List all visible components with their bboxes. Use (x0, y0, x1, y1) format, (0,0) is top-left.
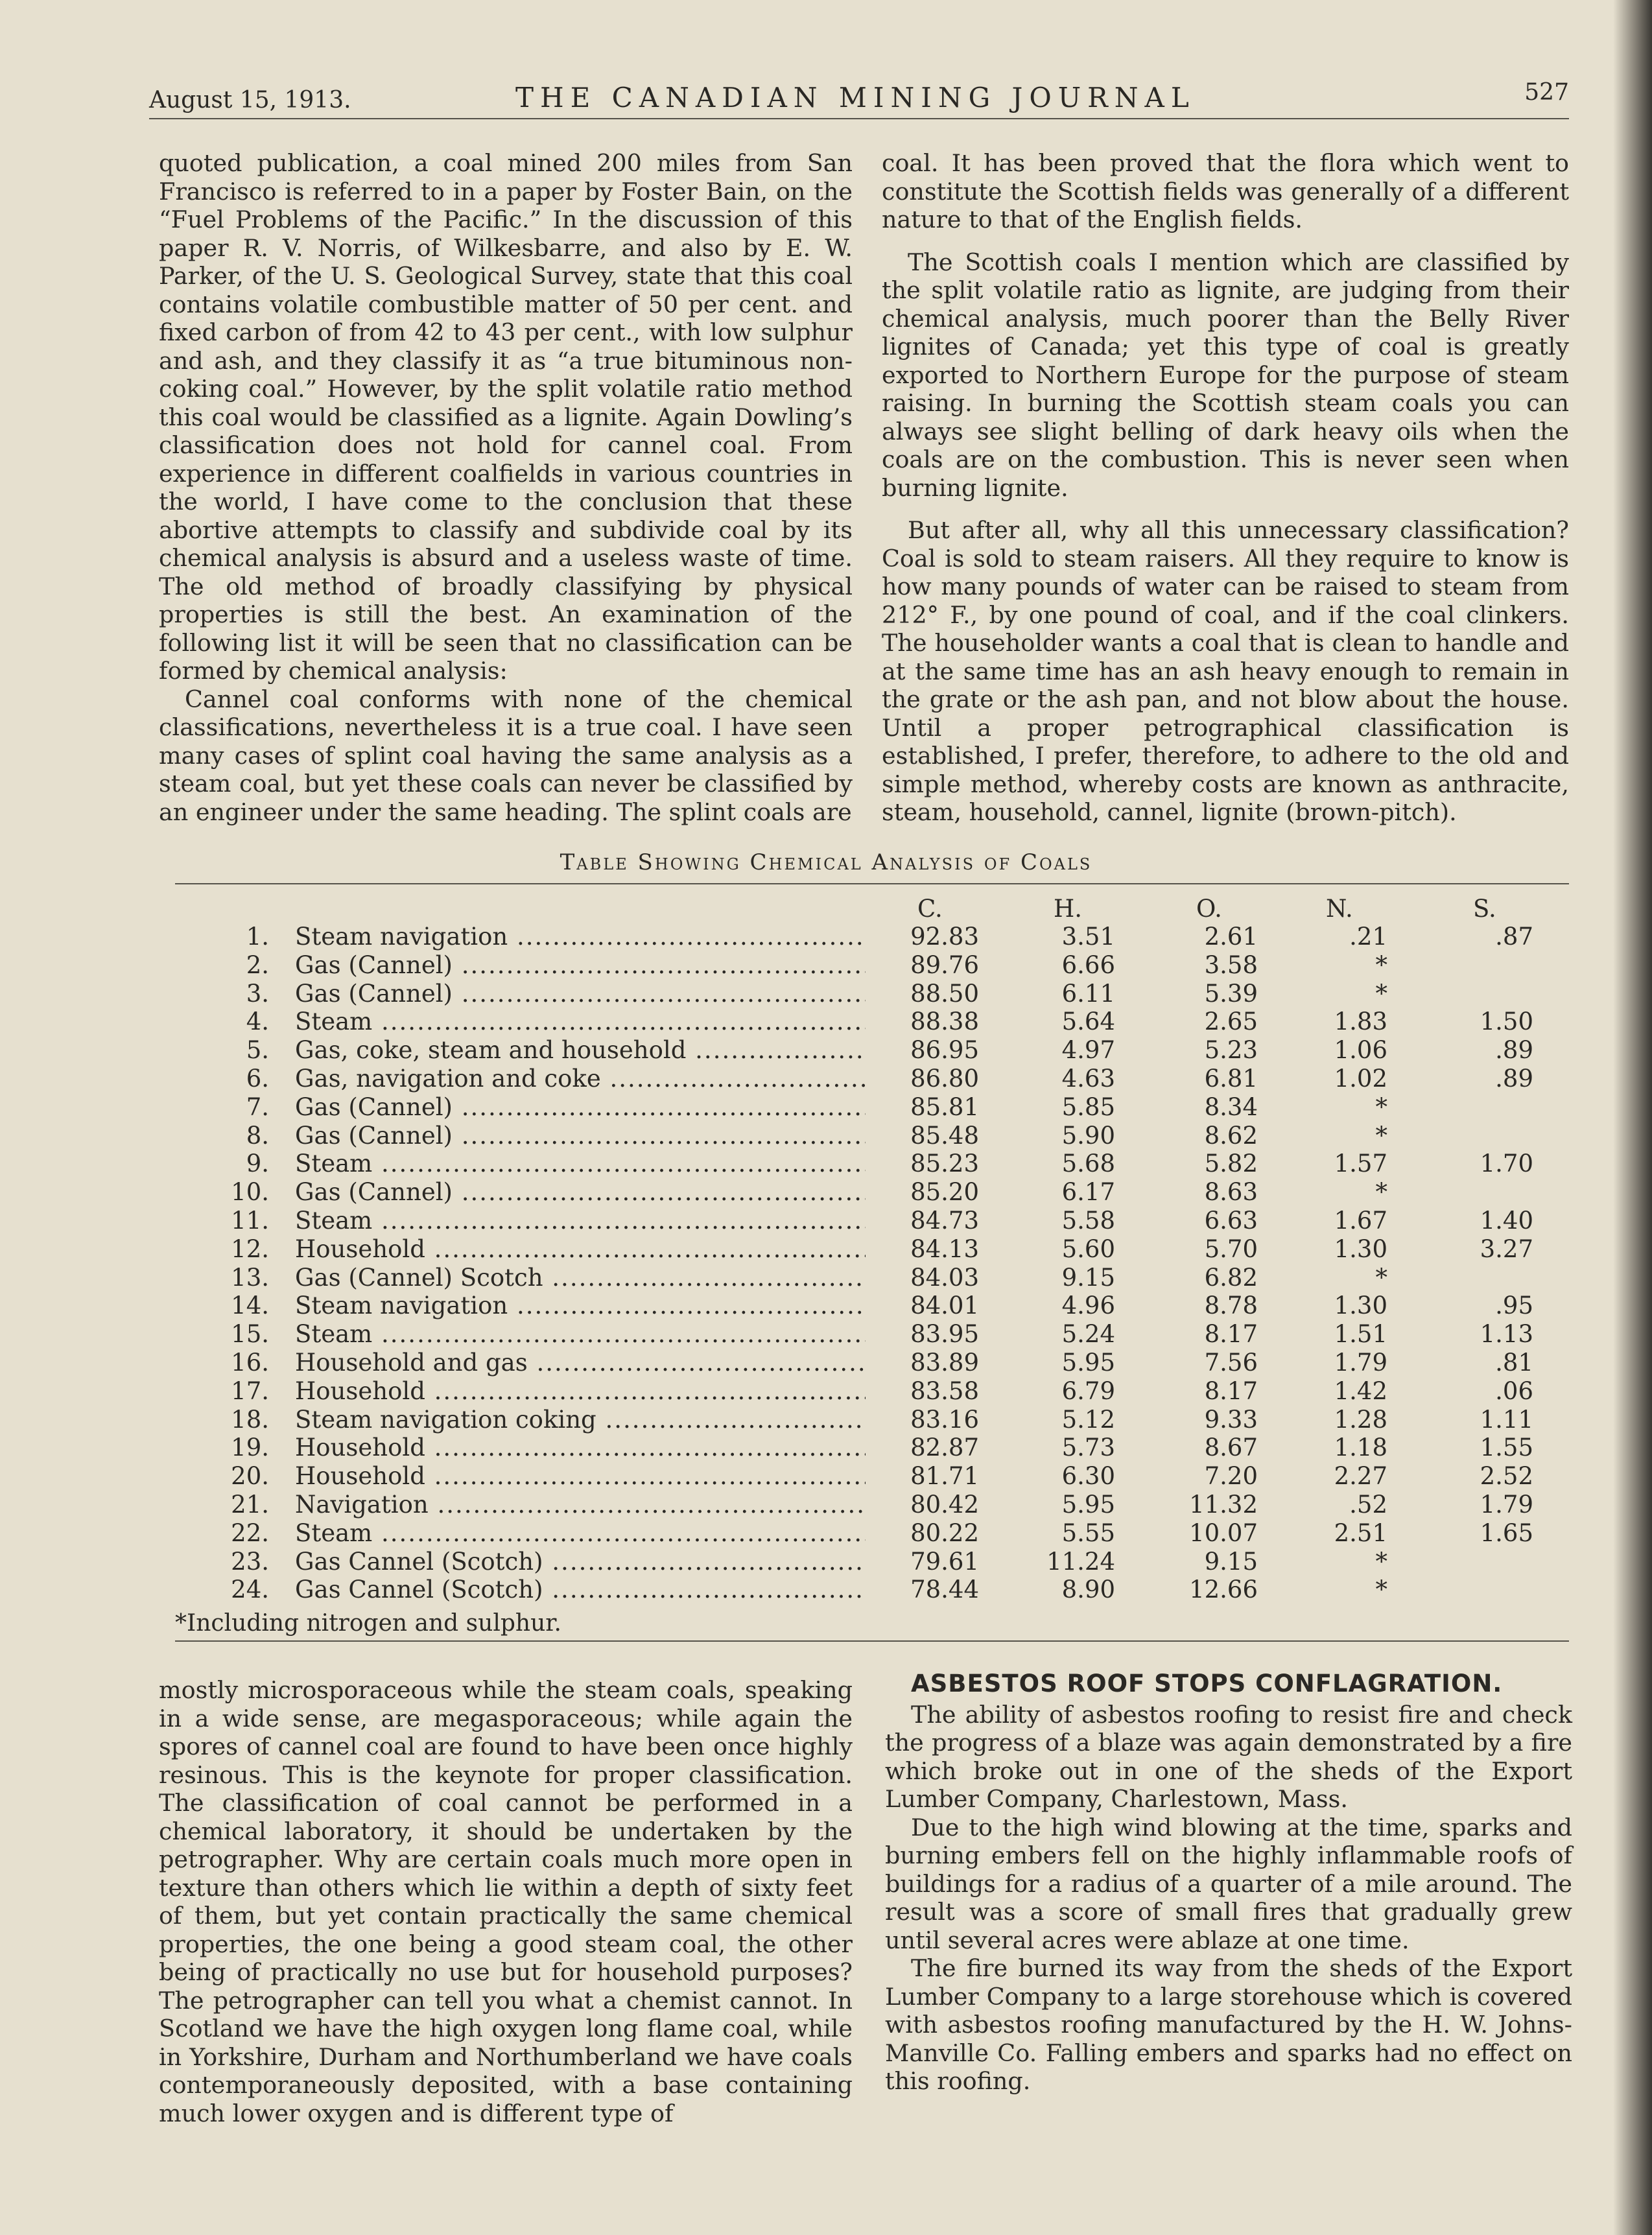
sulphur-value: 2.52 (1480, 1462, 1533, 1491)
nitrogen-value: 1.79 (1334, 1349, 1387, 1377)
column-header-s: S. (1473, 895, 1496, 923)
hydrogen-value: 4.97 (1061, 1036, 1115, 1065)
coal-description: Steam ..... (295, 1008, 866, 1035)
hydrogen-value: 6.17 (1061, 1178, 1115, 1207)
page-header (149, 79, 1569, 118)
paragraph: quoted publication, a coal mined 200 miles from San Francisco is referred to in a paper by Foster Bain, on the “Fuel Problems of the Pacific.” In the discussion of this paper R. V. Norris, of Wilkesbarre, and also by E. W. Parker, of the U. S. Geological Survey, state that this coal contains volatile combustible matter of 50 per cent. and fixed carbon of from 42 to 43 per cent., with low sulphur and ash, and they classify it as “a true bituminous non-coking coal.” However, by the split volatile ratio method this coal would be classified as a lignite. Again Dowling’s classification does not hold for cannel coal. From experience in different coalfields in various countries in the world, I have come to the conclusion that these abortive attempts to classify and subdivide coal by its chemical analysis is absurd and a useless waste of time. The old method of broadly classifying by physical properties is still the best. An examination of the following list it will be seen that no classification can be formed by chemical analysis: (159, 149, 853, 685)
oxygen-value: 9.33 (1204, 1405, 1258, 1434)
table-footnote: *Including nitrogen and sulphur. (175, 1610, 561, 1637)
nitrogen-value: 1.30 (1334, 1235, 1387, 1263)
nitrogen-value: 1.28 (1334, 1405, 1387, 1434)
nitrogen-value: .52 (1349, 1491, 1387, 1519)
coal-description: Gas Cannel (Scotch) ..... (295, 1548, 866, 1576)
coal-description: Steam ..... (295, 1207, 866, 1235)
paragraph: mostly microsporaceous while the steam coals, speaking in a wide sense, are megasporaceous; while again the spores of cannel coal are found to have been once highly resinous. This is the keynote for proper classification. The classification of coal cannot be performed in a chemical laboratory, it should be undertaken by the petrographer. Why are certain coals much more open in texture than others which lie within a depth of sixty feet of them, but yet contain practically the same chemical properties, the one being a good steam coal, the other being of practically no use but for household purposes? The petrographer can tell you what a chemist cannot. In Scotland we have the high oxygen long flame coal, while in Yorkshire, Durham and Northumberland we have coals contemporaneously deposited, with a base containing much lower oxygen and is different type of (159, 1676, 853, 2127)
table-row (0, 1349, 1652, 1377)
coal-description: Steam ..... (295, 1519, 866, 1547)
oxygen-value: 8.63 (1204, 1178, 1258, 1207)
nitrogen-value: 1.51 (1334, 1320, 1387, 1349)
oxygen-value: 8.17 (1204, 1320, 1258, 1349)
carbon-value: 79.61 (910, 1547, 979, 1576)
row-number: 13. (231, 1263, 269, 1292)
oxygen-value: 11.32 (1189, 1491, 1258, 1519)
table-row (0, 923, 1652, 951)
oxygen-value: 5.70 (1204, 1235, 1258, 1263)
table-row (0, 1491, 1652, 1519)
row-number: 6. (246, 1065, 269, 1093)
oxygen-value: 5.23 (1204, 1036, 1258, 1065)
carbon-value: 85.48 (910, 1121, 979, 1150)
hydrogen-value: 5.95 (1061, 1349, 1115, 1377)
sulphur-value: .81 (1495, 1349, 1533, 1377)
row-number: 17. (231, 1377, 269, 1405)
paragraph: coal. It has been proved that the flora which went to constitute the Scottish fields was generally of a different nature to that of the English fields. (882, 149, 1569, 233)
hydrogen-value: 5.12 (1061, 1405, 1115, 1434)
page-number: 527 (1524, 79, 1569, 106)
coal-description: Household ..... (295, 1462, 866, 1490)
bottom-left-column (159, 1676, 853, 2127)
column-header-h: H. (1054, 895, 1083, 923)
table-row (0, 1434, 1652, 1462)
row-number: 9. (246, 1150, 269, 1178)
oxygen-value: 5.39 (1204, 979, 1258, 1008)
sulphur-value: .06 (1495, 1377, 1533, 1405)
carbon-value: 83.16 (910, 1405, 979, 1434)
nitrogen-value: * (1375, 951, 1387, 979)
row-number: 16. (231, 1349, 269, 1377)
carbon-value: 89.76 (910, 951, 979, 979)
issue-date: August 15, 1913. (149, 87, 351, 113)
oxygen-value: 6.63 (1204, 1207, 1258, 1235)
paragraph: The ability of asbestos roofing to resist fire and check the progress of a blaze was again demonstrated by a fire which broke out in one of the sheds of the Export Lumber Company, Charlestown, Mass. (885, 1700, 1572, 1813)
nitrogen-value: 1.57 (1334, 1150, 1387, 1178)
hydrogen-value: 5.64 (1061, 1008, 1115, 1036)
nitrogen-value: .21 (1349, 923, 1387, 951)
sulphur-value: 1.55 (1480, 1434, 1533, 1462)
oxygen-value: 7.20 (1204, 1462, 1258, 1491)
coal-description: Gas, coke, steam and household ..... (295, 1036, 866, 1064)
table-row (0, 1207, 1652, 1235)
nitrogen-value: 1.30 (1334, 1292, 1387, 1320)
sulphur-value: 1.65 (1480, 1519, 1533, 1547)
carbon-value: 83.95 (910, 1320, 979, 1349)
carbon-value: 83.89 (910, 1349, 979, 1377)
hydrogen-value: 5.58 (1061, 1207, 1115, 1235)
table-row (0, 951, 1652, 980)
nitrogen-value: 1.42 (1334, 1377, 1387, 1405)
sulphur-value: 3.27 (1480, 1235, 1533, 1263)
oxygen-value: 9.15 (1204, 1547, 1258, 1576)
oxygen-value: 8.17 (1204, 1377, 1258, 1405)
row-number: 24. (231, 1576, 269, 1604)
table-row (0, 1235, 1652, 1264)
carbon-value: 78.44 (910, 1576, 979, 1604)
coal-description: Gas (Cannel) ..... (295, 1122, 866, 1150)
coal-description: Steam ..... (295, 1320, 866, 1348)
row-number: 22. (231, 1519, 269, 1547)
carbon-value: 88.38 (910, 1008, 979, 1036)
oxygen-value: 6.81 (1204, 1065, 1258, 1093)
sulphur-value: 1.13 (1480, 1320, 1533, 1349)
carbon-value: 81.71 (910, 1462, 979, 1491)
row-number: 14. (231, 1292, 269, 1320)
row-number: 10. (231, 1178, 269, 1207)
coal-description: Gas (Cannel) ..... (295, 980, 866, 1008)
table-header-row (0, 895, 1652, 923)
table-row (0, 1093, 1652, 1122)
carbon-value: 86.95 (910, 1036, 979, 1065)
coal-description: Gas (Cannel) ..... (295, 1093, 866, 1121)
sulphur-value: .89 (1495, 1036, 1533, 1065)
nitrogen-value: * (1375, 1121, 1387, 1150)
carbon-value: 84.73 (910, 1207, 979, 1235)
carbon-value: 84.01 (910, 1292, 979, 1320)
hydrogen-value: 5.68 (1061, 1150, 1115, 1178)
table-title: Table Showing Chemical Analysis of Coals (560, 849, 1092, 875)
table-row (0, 1008, 1652, 1036)
table-row (0, 1292, 1652, 1320)
oxygen-value: 10.07 (1189, 1519, 1258, 1547)
hydrogen-value: 9.15 (1061, 1263, 1115, 1292)
table-row (0, 1065, 1652, 1093)
table-row (0, 1122, 1652, 1150)
hydrogen-value: 6.30 (1061, 1462, 1115, 1491)
sulphur-value: 1.79 (1480, 1491, 1533, 1519)
row-number: 21. (231, 1491, 269, 1519)
coal-description: Household ..... (295, 1235, 866, 1263)
hydrogen-value: 5.73 (1061, 1434, 1115, 1462)
asbestos-article (885, 1670, 1572, 2096)
oxygen-value: 8.62 (1204, 1121, 1258, 1150)
nitrogen-value: * (1375, 1547, 1387, 1576)
carbon-value: 84.03 (910, 1263, 979, 1292)
table-row (0, 1576, 1652, 1604)
paragraph: Cannel coal conforms with none of the chemical classifications, nevertheless it is a true coal. I have seen many cases of splint coal having the same analysis as a steam coal, but yet these coals can never be classified by an engineer under the same heading. The splint coals are (159, 685, 853, 826)
row-number: 20. (231, 1462, 269, 1491)
article-headline: ASBESTOS ROOF STOPS CONFLAGRATION. (911, 1670, 1503, 1697)
carbon-value: 85.23 (910, 1150, 979, 1178)
row-number: 12. (231, 1235, 269, 1263)
top-left-column (159, 149, 853, 826)
hydrogen-value: 5.55 (1061, 1519, 1115, 1547)
carbon-value: 80.22 (910, 1519, 979, 1547)
coal-description: Gas Cannel (Scotch) ..... (295, 1576, 866, 1603)
column-header-c: C. (917, 895, 943, 923)
carbon-value: 84.13 (910, 1235, 979, 1263)
carbon-value: 82.87 (910, 1434, 979, 1462)
carbon-value: 83.58 (910, 1377, 979, 1405)
table-row (0, 1406, 1652, 1434)
coal-description: Household and gas ..... (295, 1349, 866, 1377)
nitrogen-value: * (1375, 979, 1387, 1008)
coal-description: Gas (Cannel) ..... (295, 1178, 866, 1206)
table-top-rule (175, 883, 1569, 884)
coal-description: Gas, navigation and coke ..... (295, 1065, 866, 1093)
nitrogen-value: 1.67 (1334, 1207, 1387, 1235)
hydrogen-value: 11.24 (1046, 1547, 1115, 1576)
row-number: 8. (246, 1121, 269, 1150)
oxygen-value: 5.82 (1204, 1150, 1258, 1178)
oxygen-value: 8.78 (1204, 1292, 1258, 1320)
row-number: 1. (246, 923, 269, 951)
table-bottom-rule (175, 1640, 1569, 1642)
paragraph: The fire burned its way from the sheds of the Export Lumber Company to a large storehouse which is covered with asbestos roofing manufactured by the H. W. Johns-Manville Co. Falling embers and sparks had no effect on this roofing. (885, 1954, 1572, 2095)
nitrogen-value: * (1375, 1263, 1387, 1292)
coal-description: Household ..... (295, 1434, 866, 1461)
paragraph: The Scottish coals I mention which are classified by the split volatile ratio as lignite, are judging from their chemical analysis, much poorer than the Belly River lignites of Canada; yet this type of coal is greatly exported to Northern Europe for the purpose of steam raising. In burning the Scottish steam coals you can always see slight belling of dark heavy oils when the coals are on the combustion. This is never seen when burning lignite. (882, 248, 1569, 502)
row-number: 15. (231, 1320, 269, 1349)
oxygen-value: 2.65 (1204, 1008, 1258, 1036)
nitrogen-value: 1.83 (1334, 1008, 1387, 1036)
oxygen-value: 8.34 (1204, 1093, 1258, 1121)
hydrogen-value: 5.24 (1061, 1320, 1115, 1349)
carbon-value: 86.80 (910, 1065, 979, 1093)
coal-description: Steam navigation ..... (295, 923, 866, 951)
row-number: 19. (231, 1434, 269, 1462)
table-row (0, 1264, 1652, 1292)
coal-description: Steam navigation ..... (295, 1292, 866, 1319)
coal-description: Gas (Cannel) Scotch ..... (295, 1264, 866, 1292)
sulphur-value: .89 (1495, 1065, 1533, 1093)
nitrogen-value: * (1375, 1178, 1387, 1207)
coal-description: Steam navigation coking ..... (295, 1406, 866, 1434)
table-row (0, 1320, 1652, 1349)
oxygen-value: 2.61 (1204, 923, 1258, 951)
oxygen-value: 12.66 (1189, 1576, 1258, 1604)
carbon-value: 80.42 (910, 1491, 979, 1519)
row-number: 2. (246, 951, 269, 979)
coal-description: Gas (Cannel) ..... (295, 951, 866, 979)
header-rule (149, 118, 1569, 119)
sulphur-value: 1.40 (1480, 1207, 1533, 1235)
carbon-value: 85.20 (910, 1178, 979, 1207)
paragraph: Due to the high wind blowing at the time, sparks and burning embers fell on the highly inflammable roofs of buildings for a radius of a quarter of a mile around. The result was a score of small fires that gradually grew until several acres were ablaze at one time. (885, 1813, 1572, 1954)
hydrogen-value: 4.63 (1061, 1065, 1115, 1093)
hydrogen-value: 6.11 (1061, 979, 1115, 1008)
row-number: 5. (246, 1036, 269, 1065)
sulphur-value: .87 (1495, 923, 1533, 951)
table-row (0, 1178, 1652, 1207)
row-number: 11. (231, 1207, 269, 1235)
column-header-n: N. (1326, 895, 1353, 923)
carbon-value: 88.50 (910, 979, 979, 1008)
coal-description: Steam ..... (295, 1150, 866, 1177)
nitrogen-value: 2.27 (1334, 1462, 1387, 1491)
hydrogen-value: 6.79 (1061, 1377, 1115, 1405)
row-number: 18. (231, 1405, 269, 1434)
table-row (0, 1519, 1652, 1548)
journal-title: THE CANADIAN MINING JOURNAL (515, 82, 1196, 113)
table-row (0, 1036, 1652, 1065)
paragraph: But after all, why all this unnecessary classification? Coal is sold to steam raisers. All they require to know is how many pounds of water can be raised to steam from 212° F., by one pound of coal, and if the coal clinkers. The householder wants a coal that is clean to handle and at the same time has an ash heavy enough to remain in the grate or the ash pan, and not blow about the house. Until a proper petrographical classification is established, I prefer, therefore, to adhere to the old and simple method, whereby costs are known as anthracite, steam, household, cannel, lignite (brown-pitch). (882, 516, 1569, 826)
nitrogen-value: 1.02 (1334, 1065, 1387, 1093)
sulphur-value: 1.70 (1480, 1150, 1533, 1178)
table-row (0, 1377, 1652, 1406)
nitrogen-value: 2.51 (1334, 1519, 1387, 1547)
row-number: 3. (246, 979, 269, 1008)
column-header-o: O. (1196, 895, 1222, 923)
carbon-value: 92.83 (910, 923, 979, 951)
nitrogen-value: 1.18 (1334, 1434, 1387, 1462)
coal-description: Household ..... (295, 1377, 866, 1405)
table-row (0, 1150, 1652, 1178)
nitrogen-value: * (1375, 1093, 1387, 1121)
carbon-value: 85.81 (910, 1093, 979, 1121)
sulphur-value: 1.50 (1480, 1008, 1533, 1036)
coal-description: Navigation ..... (295, 1491, 866, 1519)
top-right-column (882, 149, 1569, 827)
hydrogen-value: 5.60 (1061, 1235, 1115, 1263)
hydrogen-value: 3.51 (1061, 923, 1115, 951)
table-row (0, 1548, 1652, 1576)
hydrogen-value: 8.90 (1061, 1576, 1115, 1604)
row-number: 7. (246, 1093, 269, 1121)
oxygen-value: 3.58 (1204, 951, 1258, 979)
sulphur-value: 1.11 (1480, 1405, 1533, 1434)
row-number: 23. (231, 1547, 269, 1576)
hydrogen-value: 6.66 (1061, 951, 1115, 979)
table-row (0, 1462, 1652, 1491)
oxygen-value: 6.82 (1204, 1263, 1258, 1292)
nitrogen-value: 1.06 (1334, 1036, 1387, 1065)
hydrogen-value: 4.96 (1061, 1292, 1115, 1320)
hydrogen-value: 5.90 (1061, 1121, 1115, 1150)
row-number: 4. (246, 1008, 269, 1036)
sulphur-value: .95 (1495, 1292, 1533, 1320)
hydrogen-value: 5.95 (1061, 1491, 1115, 1519)
oxygen-value: 8.67 (1204, 1434, 1258, 1462)
nitrogen-value: * (1375, 1576, 1387, 1604)
hydrogen-value: 5.85 (1061, 1093, 1115, 1121)
oxygen-value: 7.56 (1204, 1349, 1258, 1377)
table-row (0, 980, 1652, 1008)
